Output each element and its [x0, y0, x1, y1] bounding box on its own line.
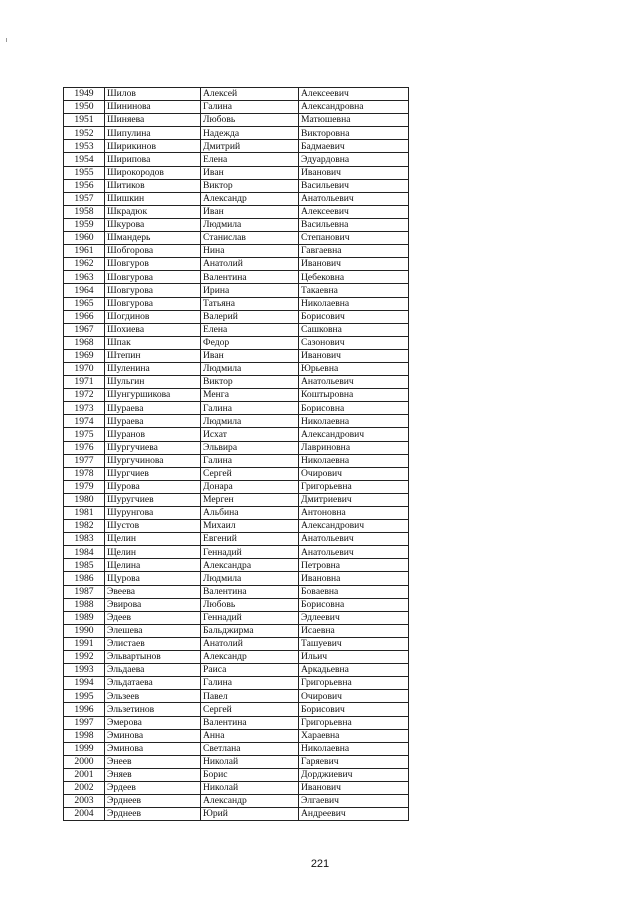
patronymic-cell: Бадмаевич — [299, 140, 409, 153]
first-name-cell: Николай — [201, 781, 299, 794]
page-number: 221 — [310, 858, 330, 870]
first-name-cell: Виктор — [201, 179, 299, 192]
patronymic-cell: Ильич — [299, 651, 409, 664]
row-number-cell: 1985 — [64, 559, 105, 572]
first-name-cell: Александра — [201, 559, 299, 572]
last-name-cell: Эльдаева — [105, 664, 201, 677]
first-name-cell: Бальджирма — [201, 624, 299, 637]
row-number-cell: 2001 — [64, 768, 105, 781]
table-row — [64, 362, 409, 375]
table-row — [64, 768, 409, 781]
row-number-cell: 1969 — [64, 349, 105, 362]
patronymic-cell: Лавриновна — [299, 441, 409, 454]
name-registry-table — [63, 87, 409, 821]
row-number-cell: 1986 — [64, 572, 105, 585]
table-row — [64, 153, 409, 166]
row-number-cell: 1996 — [64, 703, 105, 716]
row-number-cell: 1963 — [64, 271, 105, 284]
patronymic-cell: Антоновна — [299, 507, 409, 520]
row-number-cell: 1988 — [64, 598, 105, 611]
table-row — [64, 795, 409, 808]
patronymic-cell: Николаевна — [299, 297, 409, 310]
first-name-cell: Александр — [201, 192, 299, 205]
last-name-cell: Штепин — [105, 349, 201, 362]
patronymic-cell: Борисович — [299, 310, 409, 323]
row-number-cell: 1970 — [64, 362, 105, 375]
first-name-cell: Елена — [201, 323, 299, 336]
table-row — [64, 271, 409, 284]
table-row — [64, 651, 409, 664]
table-row — [64, 166, 409, 179]
row-number-cell: 1949 — [64, 88, 105, 101]
patronymic-cell: Александрович — [299, 428, 409, 441]
table-row — [64, 585, 409, 598]
first-name-cell: Галина — [201, 101, 299, 114]
table-row — [64, 559, 409, 572]
row-number-cell: 1981 — [64, 507, 105, 520]
row-number-cell: 1975 — [64, 428, 105, 441]
last-name-cell: Шилов — [105, 88, 201, 101]
last-name-cell: Шкрадюк — [105, 205, 201, 218]
last-name-cell: Элешева — [105, 624, 201, 637]
first-name-cell: Людмила — [201, 362, 299, 375]
table-row — [64, 729, 409, 742]
table-row — [64, 598, 409, 611]
row-number-cell: 1974 — [64, 415, 105, 428]
patronymic-cell: Ивановна — [299, 572, 409, 585]
last-name-cell: Шургучинова — [105, 454, 201, 467]
table-row — [64, 389, 409, 402]
last-name-cell: Шовгурова — [105, 271, 201, 284]
last-name-cell: Шургучиева — [105, 441, 201, 454]
patronymic-cell: Очирович — [299, 690, 409, 703]
row-number-cell: 1977 — [64, 454, 105, 467]
first-name-cell: Геннадий — [201, 611, 299, 624]
first-name-cell: Любовь — [201, 114, 299, 127]
last-name-cell: Ширикинов — [105, 140, 201, 153]
last-name-cell: Эняев — [105, 768, 201, 781]
patronymic-cell: Викторовна — [299, 127, 409, 140]
patronymic-cell: Иванович — [299, 166, 409, 179]
last-name-cell: Эльвартынов — [105, 651, 201, 664]
registry-body — [64, 88, 409, 821]
last-name-cell: Щелина — [105, 559, 201, 572]
table-row — [64, 205, 409, 218]
row-number-cell: 1960 — [64, 232, 105, 245]
patronymic-cell: Васильевич — [299, 179, 409, 192]
table-row — [64, 781, 409, 794]
last-name-cell: Эвеева — [105, 585, 201, 598]
row-number-cell: 1995 — [64, 690, 105, 703]
row-number-cell: 1957 — [64, 192, 105, 205]
first-name-cell: Сергей — [201, 467, 299, 480]
row-number-cell: 1967 — [64, 323, 105, 336]
first-name-cell: Александр — [201, 651, 299, 664]
patronymic-cell: Хараевна — [299, 729, 409, 742]
table-row — [64, 546, 409, 559]
table-row — [64, 415, 409, 428]
last-name-cell: Эминова — [105, 729, 201, 742]
patronymic-cell: Дмитриевич — [299, 493, 409, 506]
first-name-cell: Анатолий — [201, 637, 299, 650]
patronymic-cell: Николаевна — [299, 742, 409, 755]
first-name-cell: Евгений — [201, 533, 299, 546]
first-name-cell: Сергей — [201, 703, 299, 716]
row-number-cell: 1992 — [64, 651, 105, 664]
last-name-cell: Шкурова — [105, 218, 201, 231]
last-name-cell: Эрдеев — [105, 781, 201, 794]
table-row — [64, 284, 409, 297]
patronymic-cell: Борисовна — [299, 402, 409, 415]
patronymic-cell: Дорджиевич — [299, 768, 409, 781]
table-row — [64, 572, 409, 585]
row-number-cell: 1991 — [64, 637, 105, 650]
patronymic-cell: Анатольевич — [299, 533, 409, 546]
last-name-cell: Шуленина — [105, 362, 201, 375]
table-row — [64, 624, 409, 637]
first-name-cell: Виктор — [201, 376, 299, 389]
table-row — [64, 258, 409, 271]
table-row — [64, 140, 409, 153]
first-name-cell: Ирина — [201, 284, 299, 297]
last-name-cell: Шобгорова — [105, 245, 201, 258]
table-row — [64, 637, 409, 650]
table-row — [64, 467, 409, 480]
row-number-cell: 1971 — [64, 376, 105, 389]
table-row — [64, 611, 409, 624]
last-name-cell: Шининова — [105, 101, 201, 114]
patronymic-cell: Анатольевич — [299, 192, 409, 205]
first-name-cell: Татьяна — [201, 297, 299, 310]
row-number-cell: 1951 — [64, 114, 105, 127]
row-number-cell: 1976 — [64, 441, 105, 454]
row-number-cell: 1999 — [64, 742, 105, 755]
row-number-cell: 1989 — [64, 611, 105, 624]
patronymic-cell: Борисович — [299, 703, 409, 716]
patronymic-cell: Андреевич — [299, 808, 409, 821]
patronymic-cell: Исаевна — [299, 624, 409, 637]
first-name-cell: Галина — [201, 402, 299, 415]
last-name-cell: Элистаев — [105, 637, 201, 650]
row-number-cell: 1954 — [64, 153, 105, 166]
table-row — [64, 192, 409, 205]
row-number-cell: 2004 — [64, 808, 105, 821]
last-name-cell: Щелин — [105, 533, 201, 546]
patronymic-cell: Сазонович — [299, 336, 409, 349]
last-name-cell: Шурова — [105, 480, 201, 493]
last-name-cell: Шохиева — [105, 323, 201, 336]
last-name-cell: Эмерова — [105, 716, 201, 729]
row-number-cell: 1962 — [64, 258, 105, 271]
patronymic-cell: Анатольевич — [299, 376, 409, 389]
row-number-cell: 1983 — [64, 533, 105, 546]
row-number-cell: 1980 — [64, 493, 105, 506]
table-row — [64, 703, 409, 716]
row-number-cell: 2000 — [64, 755, 105, 768]
first-name-cell: Нина — [201, 245, 299, 258]
row-number-cell: 1978 — [64, 467, 105, 480]
first-name-cell: Галина — [201, 454, 299, 467]
patronymic-cell: Александровна — [299, 101, 409, 114]
patronymic-cell: Гаряевич — [299, 755, 409, 768]
last-name-cell: Шогдинов — [105, 310, 201, 323]
first-name-cell: Павел — [201, 690, 299, 703]
table-row — [64, 232, 409, 245]
first-name-cell: Иван — [201, 349, 299, 362]
patronymic-cell: Гавгаевна — [299, 245, 409, 258]
patronymic-cell: Васильевна — [299, 218, 409, 231]
patronymic-cell: Бовaевна — [299, 585, 409, 598]
patronymic-cell: Николаевна — [299, 415, 409, 428]
row-number-cell: 1979 — [64, 480, 105, 493]
last-name-cell: Шуругчиев — [105, 493, 201, 506]
patronymic-cell: Николаевна — [299, 454, 409, 467]
first-name-cell: Эльвира — [201, 441, 299, 454]
row-number-cell: 1968 — [64, 336, 105, 349]
first-name-cell: Валентина — [201, 585, 299, 598]
row-number-cell: 1973 — [64, 402, 105, 415]
last-name-cell: Шураева — [105, 415, 201, 428]
row-number-cell: 1952 — [64, 127, 105, 140]
table-row — [64, 454, 409, 467]
table-row — [64, 808, 409, 821]
first-name-cell: Донара — [201, 480, 299, 493]
first-name-cell: Алексей — [201, 88, 299, 101]
last-name-cell: Шовгуров — [105, 258, 201, 271]
patronymic-cell: Петровна — [299, 559, 409, 572]
first-name-cell: Людмила — [201, 415, 299, 428]
patronymic-cell: Григорьевна — [299, 677, 409, 690]
patronymic-cell: Цебековна — [299, 271, 409, 284]
patronymic-cell: Аркадьевна — [299, 664, 409, 677]
row-number-cell: 1958 — [64, 205, 105, 218]
row-number-cell: 1984 — [64, 546, 105, 559]
first-name-cell: Людмила — [201, 218, 299, 231]
last-name-cell: Эльзетинов — [105, 703, 201, 716]
last-name-cell: Эрднеев — [105, 808, 201, 821]
table-row — [64, 677, 409, 690]
patronymic-cell: Александрович — [299, 520, 409, 533]
last-name-cell: Шульгин — [105, 376, 201, 389]
last-name-cell: Широкородов — [105, 166, 201, 179]
first-name-cell: Николай — [201, 755, 299, 768]
last-name-cell: Шовгурова — [105, 297, 201, 310]
table-row — [64, 297, 409, 310]
last-name-cell: Шиняева — [105, 114, 201, 127]
last-name-cell: Шмандерь — [105, 232, 201, 245]
first-name-cell: Менга — [201, 389, 299, 402]
patronymic-cell: Анатольевич — [299, 546, 409, 559]
table-row — [64, 101, 409, 114]
first-name-cell: Александр — [201, 795, 299, 808]
table-row — [64, 664, 409, 677]
last-name-cell: Шуранов — [105, 428, 201, 441]
row-number-cell: 1966 — [64, 310, 105, 323]
patronymic-cell: Коштыровна — [299, 389, 409, 402]
last-name-cell: Щурова — [105, 572, 201, 585]
row-number-cell: 1972 — [64, 389, 105, 402]
patronymic-cell: Иванович — [299, 781, 409, 794]
first-name-cell: Федор — [201, 336, 299, 349]
last-name-cell: Эминова — [105, 742, 201, 755]
first-name-cell: Михаил — [201, 520, 299, 533]
last-name-cell: Шитиков — [105, 179, 201, 192]
last-name-cell: Шишкин — [105, 192, 201, 205]
first-name-cell: Светлана — [201, 742, 299, 755]
table-row — [64, 716, 409, 729]
patronymic-cell: Иванович — [299, 349, 409, 362]
patronymic-cell: Эдуардовна — [299, 153, 409, 166]
patronymic-cell: Юрьевна — [299, 362, 409, 375]
row-number-cell: 1982 — [64, 520, 105, 533]
patronymic-cell: Григорьевна — [299, 480, 409, 493]
first-name-cell: Анна — [201, 729, 299, 742]
table-row — [64, 533, 409, 546]
last-name-cell: Щелин — [105, 546, 201, 559]
last-name-cell: Шпак — [105, 336, 201, 349]
first-name-cell: Валентина — [201, 271, 299, 284]
table-row — [64, 428, 409, 441]
patronymic-cell: Эдлеевич — [299, 611, 409, 624]
table-row — [64, 349, 409, 362]
row-number-cell: 2003 — [64, 795, 105, 808]
scan-mark — [6, 38, 7, 42]
last-name-cell: Шустов — [105, 520, 201, 533]
row-number-cell: 1956 — [64, 179, 105, 192]
patronymic-cell: Алексеевич — [299, 88, 409, 101]
table-row — [64, 402, 409, 415]
table-row — [64, 755, 409, 768]
first-name-cell: Мерген — [201, 493, 299, 506]
last-name-cell: Эльзеев — [105, 690, 201, 703]
patronymic-cell: Сашковна — [299, 323, 409, 336]
table-row — [64, 480, 409, 493]
table-row — [64, 690, 409, 703]
row-number-cell: 1953 — [64, 140, 105, 153]
table-row — [64, 310, 409, 323]
row-number-cell: 1998 — [64, 729, 105, 742]
last-name-cell: Шипулина — [105, 127, 201, 140]
last-name-cell: Шурунгова — [105, 507, 201, 520]
table-row — [64, 127, 409, 140]
patronymic-cell: Степанович — [299, 232, 409, 245]
first-name-cell: Елена — [201, 153, 299, 166]
patronymic-cell: Очирович — [299, 467, 409, 480]
row-number-cell: 1993 — [64, 664, 105, 677]
patronymic-cell: Такаевна — [299, 284, 409, 297]
last-name-cell: Эрднеев — [105, 795, 201, 808]
patronymic-cell: Ташуевич — [299, 637, 409, 650]
first-name-cell: Альбина — [201, 507, 299, 520]
last-name-cell: Эльдатаева — [105, 677, 201, 690]
first-name-cell: Станислав — [201, 232, 299, 245]
row-number-cell: 1990 — [64, 624, 105, 637]
last-name-cell: Шураева — [105, 402, 201, 415]
table-row — [64, 520, 409, 533]
first-name-cell: Дмитрий — [201, 140, 299, 153]
row-number-cell: 1964 — [64, 284, 105, 297]
first-name-cell: Геннадий — [201, 546, 299, 559]
first-name-cell: Анатолий — [201, 258, 299, 271]
first-name-cell: Иван — [201, 166, 299, 179]
row-number-cell: 1987 — [64, 585, 105, 598]
table-row — [64, 507, 409, 520]
row-number-cell: 1955 — [64, 166, 105, 179]
first-name-cell: Иван — [201, 205, 299, 218]
last-name-cell: Шунгуршикова — [105, 389, 201, 402]
table-row — [64, 742, 409, 755]
patronymic-cell: Григорьевна — [299, 716, 409, 729]
first-name-cell: Раиса — [201, 664, 299, 677]
patronymic-cell: Элгаевич — [299, 795, 409, 808]
table-row — [64, 493, 409, 506]
patronymic-cell: Иванович — [299, 258, 409, 271]
last-name-cell: Ширипова — [105, 153, 201, 166]
row-number-cell: 1997 — [64, 716, 105, 729]
last-name-cell: Шовгурова — [105, 284, 201, 297]
first-name-cell: Людмила — [201, 572, 299, 585]
first-name-cell: Борис — [201, 768, 299, 781]
table-row — [64, 376, 409, 389]
first-name-cell: Галина — [201, 677, 299, 690]
last-name-cell: Эвирова — [105, 598, 201, 611]
table-row — [64, 88, 409, 101]
first-name-cell: Надежда — [201, 127, 299, 140]
row-number-cell: 2002 — [64, 781, 105, 794]
first-name-cell: Любовь — [201, 598, 299, 611]
last-name-cell: Шургчиев — [105, 467, 201, 480]
row-number-cell: 1950 — [64, 101, 105, 114]
first-name-cell: Валерий — [201, 310, 299, 323]
patronymic-cell: Борисовна — [299, 598, 409, 611]
first-name-cell: Исхат — [201, 428, 299, 441]
row-number-cell: 1965 — [64, 297, 105, 310]
table-row — [64, 114, 409, 127]
patronymic-cell: Алексеевич — [299, 205, 409, 218]
last-name-cell: Энеев — [105, 755, 201, 768]
first-name-cell: Валентина — [201, 716, 299, 729]
table-row — [64, 218, 409, 231]
last-name-cell: Эдеев — [105, 611, 201, 624]
table-row — [64, 441, 409, 454]
table-row — [64, 179, 409, 192]
row-number-cell: 1961 — [64, 245, 105, 258]
table-row — [64, 336, 409, 349]
first-name-cell: Юрий — [201, 808, 299, 821]
row-number-cell: 1994 — [64, 677, 105, 690]
row-number-cell: 1959 — [64, 218, 105, 231]
patronymic-cell: Матюшевна — [299, 114, 409, 127]
table-row — [64, 323, 409, 336]
table-row — [64, 245, 409, 258]
